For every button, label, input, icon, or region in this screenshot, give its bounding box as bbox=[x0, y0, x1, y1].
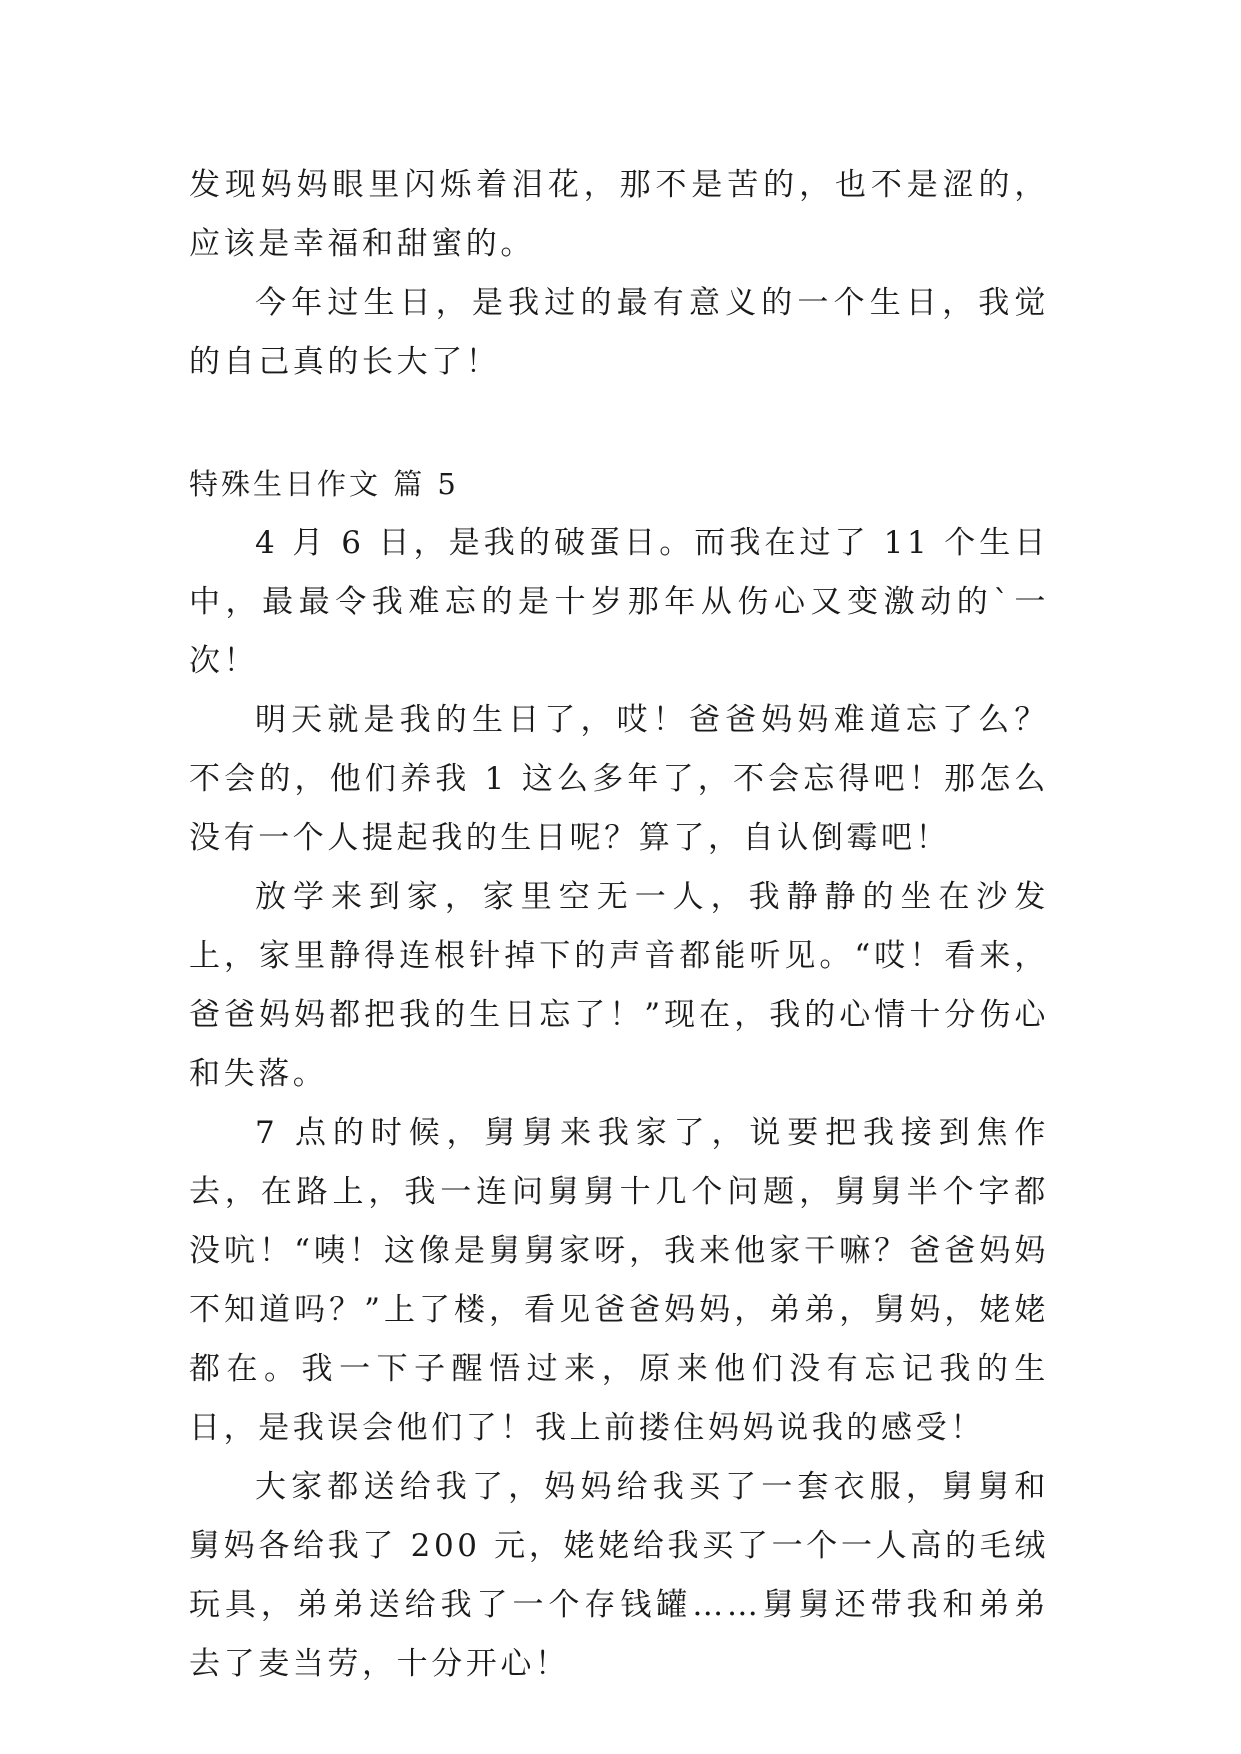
paragraph-continued: 发现妈妈眼里闪烁着泪花，那不是苦的，也不是涩的，应该是幸福和甜蜜的。 bbox=[189, 167, 1049, 262]
paragraph: 4 月 6 日，是我的破蛋日。而我在过了 11 个生日中，最最令我难忘的是十岁那年从伤心又变激动的`一次！ bbox=[189, 525, 1049, 679]
document-page bbox=[189, 156, 1049, 1694]
paragraph: 7 点的时候，舅舅来我家了，说要把我接到焦作去，在路上，我一连问舅舅十几个问题，舅舅半个字都没吭！“咦！这像是舅舅家呀，我来他家干嘛？爸爸妈妈不知道吗？”上了楼，看见爸爸妈妈，弟弟，舅妈，姥姥都在。我一下子醒悟过来，原来他们没有忘记我的生日，是我误会他们了！我上前搂住妈妈说我的感受！ bbox=[189, 1115, 1049, 1446]
paragraph-conclusion: 今年过生日，是我过的最有意义的一个生日，我觉的自己真的长大了！ bbox=[189, 285, 1049, 380]
paragraph: 明天就是我的生日了，哎！爸爸妈妈难道忘了么？不会的，他们养我 1 这么多年了，不会忘得吧！那怎么没有一个人提起我的生日呢？算了，自认倒霉吧！ bbox=[189, 702, 1049, 856]
paragraph: 放学来到家，家里空无一人，我静静的坐在沙发上，家里静得连根针掉下的声音都能听见。“哎！看来，爸爸妈妈都把我的生日忘了！”现在，我的心情十分伤心和失落。 bbox=[189, 879, 1049, 1092]
section-title: 特殊生日作文 篇 5 bbox=[189, 467, 459, 501]
paragraph: 大家都送给我了，妈妈给我买了一套衣服，舅舅和舅妈各给我了 200 元，姥姥给我买了一个一人高的毛绒玩具，弟弟送给我了一个存钱罐……舅舅还带我和弟弟去了麦当劳，十分开心！ bbox=[189, 1469, 1049, 1682]
